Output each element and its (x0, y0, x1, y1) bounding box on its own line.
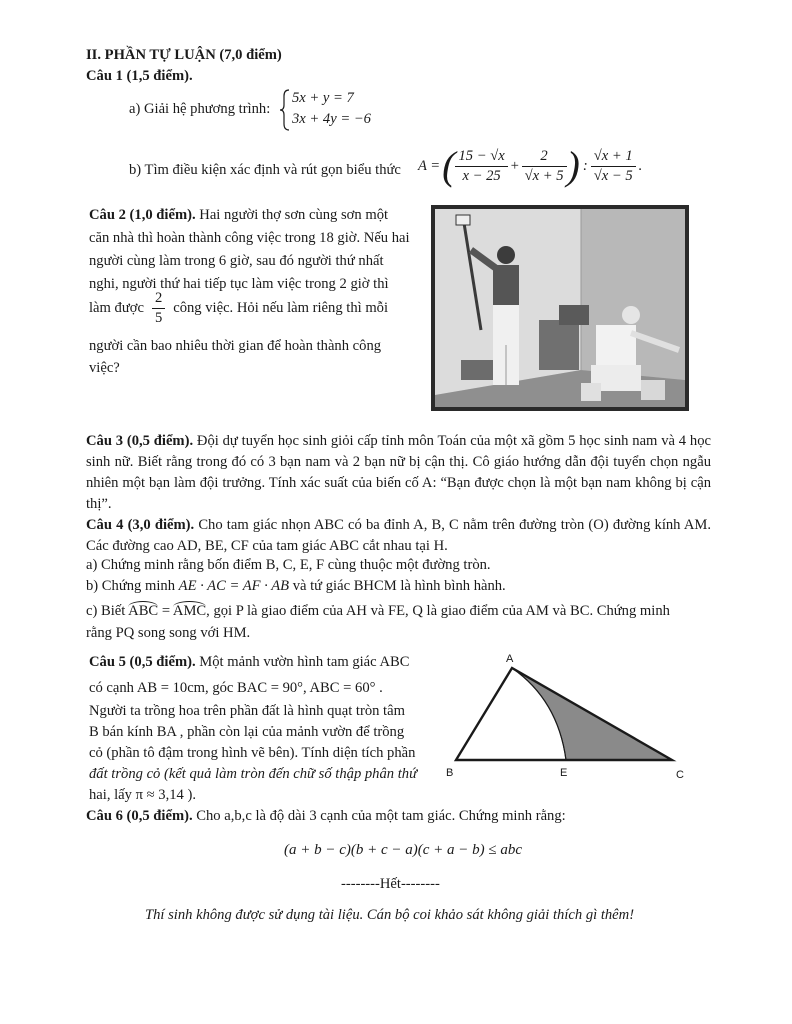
q2-line5b: công việc. Hỏi nếu làm riêng thì mỗi (173, 300, 389, 316)
painters-photo (431, 205, 689, 411)
q5-line1: Một mảnh vườn hình tam giác ABC (199, 654, 410, 670)
fraction-2 (522, 147, 567, 186)
fraction-2-numerator: 2 (522, 147, 567, 167)
q4-part-a: a) Chứng minh rằng bốn điểm B, C, E, F cùng thuộc một đường tròn. (86, 557, 491, 573)
fraction-1 (455, 147, 507, 186)
q4-b-pre: b) Chứng minh (86, 578, 175, 594)
fraction-3 (591, 147, 636, 186)
q4-part-b (86, 578, 506, 595)
q2-line5a: làm được (89, 300, 144, 316)
triangle-figure (440, 650, 690, 785)
q4-intro-paragraph (86, 515, 711, 557)
label-b: B (446, 767, 454, 779)
expr-period: . (638, 157, 643, 174)
q4-c-pre: c) Biết (86, 603, 126, 619)
q4-c-line2: rằng PQ song song với HM. (86, 625, 251, 641)
q2-line5 (89, 289, 388, 328)
q1b-expression (418, 143, 643, 188)
q5-line3: Người ta trồng hoa trên phần đất là hình quạt tròn tâm (89, 703, 405, 719)
q2-line6: người cần bao nhiêu thời gian để hoàn thành công (89, 338, 382, 354)
q4-intro: Cho tam giác nhọn ABC có ba đỉnh A, B, C nằm trên đường tròn (O) đường kính AM. Các đường cao AD, BE, CF của tam giác ABC cắt nhau tại H. (86, 517, 711, 554)
section-title: II. PHẦN TỰ LUẬN (7,0 điểm) (86, 47, 282, 63)
q2-fraction (152, 289, 165, 328)
q4-c-post: , gọi P là giao điểm của AH và FE, Q là giao điểm của AM và BC. Chứng minh (206, 603, 670, 619)
q2-line1: Hai người thợ sơn cùng sơn một (199, 207, 389, 223)
divide-sign: : (582, 157, 588, 174)
q5-line1-wrap (89, 654, 409, 671)
q2-fraction-denominator: 5 (154, 310, 163, 326)
label-c: C (676, 769, 684, 781)
q1-eq1: 5x + y = 7 (292, 90, 354, 106)
fraction-2-denominator: √x + 5 (524, 167, 564, 184)
footer-note: Thí sinh không được sử dụng tài liệu. Cán bộ coi khảo sát không giải thích gì thêm! (145, 907, 635, 923)
q6-line (86, 808, 566, 825)
q6-text: Cho a,b,c là độ dài 3 cạnh của một tam giác. Chứng minh rằng: (196, 808, 566, 824)
fraction-3-denominator: √x − 5 (593, 167, 633, 184)
q1-eq2: 3x + 4y = −6 (292, 111, 371, 127)
q3-paragraph (86, 431, 711, 515)
q2-fraction-numerator: 2 (152, 289, 165, 309)
q5-line5: cỏ (phần tô đậm trong hình vẽ bên). Tính diện tích phần (89, 745, 416, 761)
q4-c-angle-abc: ABC (128, 603, 159, 619)
fraction-1-numerator: 15 − √x (455, 147, 507, 167)
plus-sign: + (509, 157, 520, 174)
q6-inequality: (a + b − c)(b + c − a)(c + a − b) ≤ abc (284, 842, 523, 858)
q2-line7: việc? (89, 360, 120, 376)
q4-b-post: và tứ giác BHCM là hình bình hành. (292, 578, 506, 594)
q5-line2: có cạnh AB = 10cm, góc BAC = 90°, ABC = 60° . (89, 680, 383, 696)
q2-heading: Câu 2 (1,0 điểm). (89, 207, 196, 223)
q4-c-eq: = (161, 603, 171, 619)
q5-line4: B bán kính BA , phần còn lại của mảnh vườn để trồng (89, 724, 405, 740)
system-brace (279, 88, 291, 132)
q2-line1-wrap (89, 207, 388, 224)
fraction-1-denominator: x − 25 (462, 167, 501, 184)
q5-line6: đất trồng cỏ (kết quả làm tròn đến chữ số thập phân thứ (89, 766, 418, 782)
q5-heading: Câu 5 (0,5 điểm). (89, 654, 196, 670)
q2-line3: người cùng làm trong 6 giờ, sau đó người thứ nhất (89, 253, 384, 269)
q2-line4: nghi, người thứ hai tiếp tục làm việc trong 2 giờ thì (89, 276, 389, 292)
q4-heading: Câu 4 (3,0 điểm). (86, 517, 195, 533)
q2-line2: căn nhà thì hoàn thành công việc trong 18 giờ. Nếu hai (89, 230, 410, 246)
q6-heading: Câu 6 (0,5 điểm). (86, 808, 193, 824)
q5-line7: hai, lấy π ≈ 3,14 ). (89, 787, 196, 803)
q4-b-math: AE · AC = AF · AB (178, 578, 290, 594)
expr-a-label: A = (418, 157, 441, 174)
fraction-3-numerator: √x + 1 (591, 147, 636, 167)
label-a: A (506, 653, 514, 665)
q4-part-c (86, 603, 670, 620)
left-paren: ( (442, 143, 456, 188)
q3-text: Đội dự tuyển học sinh giỏi cấp tỉnh môn Toán của một xã gồm 5 học sinh nam và 4 học sinh nữ. Biết rằng trong đó có 3 bạn nam và 2 bạn nữ bị cận thị. Cô giáo hướng dẫn đội tuyển chọn ngẫu nhiên một bạn làm đội trưởng. Tính xác suất của biến cố A: “Bạn được chọn là một bạn nam không bị cận thị”. (86, 433, 711, 512)
q4-c-angle-amc: AMC (172, 603, 207, 619)
q1a-label: a) Giải hệ phương trình: (129, 101, 271, 117)
q3-heading: Câu 3 (0,5 điểm). (86, 433, 194, 449)
q1-heading: Câu 1 (1,5 điểm). (86, 68, 193, 84)
right-paren: ) (566, 143, 580, 188)
q1b-label: b) Tìm điều kiện xác định và rút gọn biểu thức (129, 162, 401, 178)
end-mark: --------Hết-------- (341, 876, 440, 892)
label-e: E (560, 767, 568, 779)
